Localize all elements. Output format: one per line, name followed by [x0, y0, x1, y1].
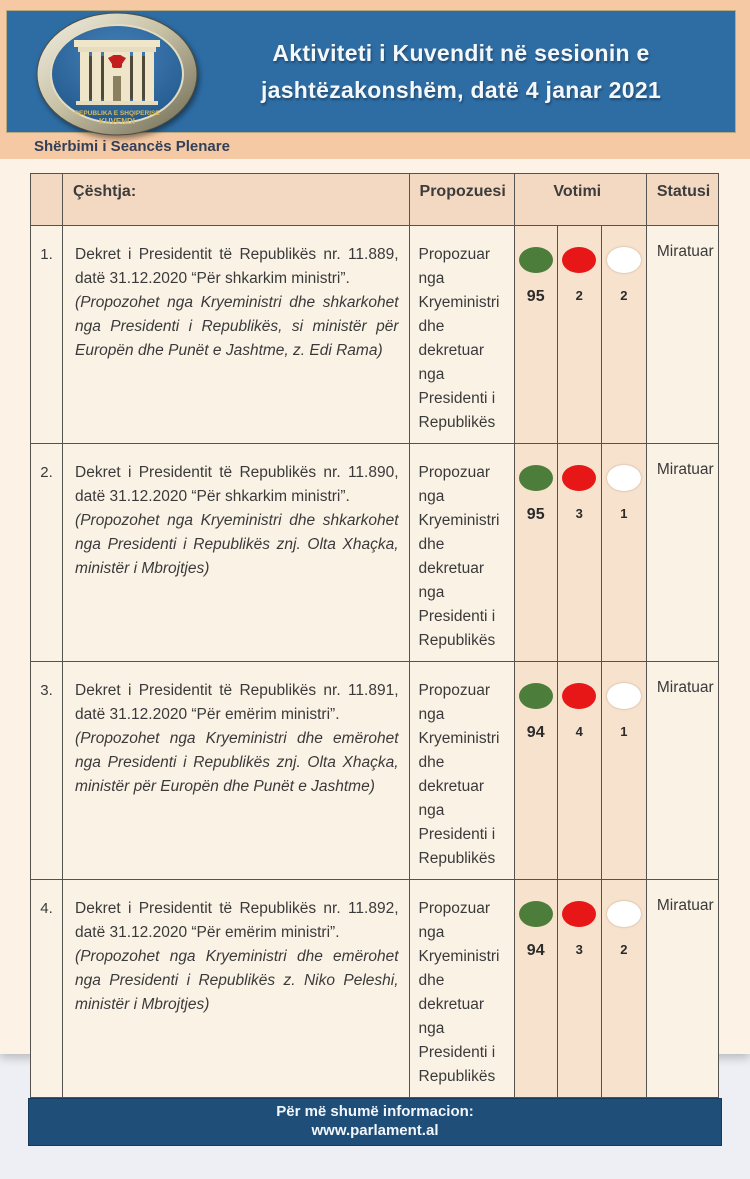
vote-against-cell: [557, 662, 601, 880]
vote-pro-dot-icon: [519, 901, 553, 927]
vote-pro-dot-icon: [519, 465, 553, 491]
agenda-table-container: [0, 159, 750, 1098]
vote-abstain-cell: [601, 226, 646, 444]
parliament-emblem-icon: [36, 12, 198, 136]
vote-pro-cell: [514, 662, 557, 880]
issue-cell: [63, 662, 410, 880]
proposer-cell: Propozuar nga Kryeministri dhe dekretuar nga Presidenti i Republikës: [409, 662, 514, 880]
col-header-number: [31, 174, 63, 226]
vote-against-cell: [557, 444, 601, 662]
proposer-cell: Propozuar nga Kryeministri dhe dekretuar nga Presidenti i Republikës: [409, 880, 514, 1098]
parliament-building-icon: [74, 40, 160, 105]
vote-pro-count: 94: [526, 724, 545, 741]
vote-against-dot-icon: [562, 901, 596, 927]
row-number: 1.: [31, 226, 63, 444]
vote-against-dot-icon: [562, 247, 596, 273]
col-header-proposer: Propozuesi: [409, 174, 514, 226]
vote-abstain-count: 1: [620, 724, 628, 739]
vote-abstain-cell: [601, 880, 646, 1098]
vote-abstain-dot-icon: [607, 683, 641, 709]
vote-abstain-dot-icon: [607, 247, 641, 273]
issue-main-text: Dekret i Presidentit të Republikës nr. 11.890, datë 31.12.2020 “Për shkarkim ministri”.: [75, 464, 399, 505]
vote-pro-count: 94: [526, 942, 545, 959]
issue-main-text: Dekret i Presidentit të Republikës nr. 11.892, datë 31.12.2020 “Për emërim ministri”.: [75, 900, 399, 941]
issue-note-text: (Propozohet nga Kryeministri dhe emërohet nga Presidenti i Republikës znj. Olta Xhaçka, ministër për Europën dhe Punët e Jashtme): [75, 730, 399, 795]
vote-against-count: 3: [575, 506, 583, 521]
issue-cell: [63, 226, 410, 444]
status-cell: Miratuar: [646, 880, 718, 1098]
vote-abstain-cell: [601, 444, 646, 662]
vote-against-count: 2: [575, 288, 583, 303]
vote-abstain-dot-icon: [607, 901, 641, 927]
col-header-issue: Çështja:: [63, 174, 410, 226]
vote-against-count: 3: [575, 942, 583, 957]
vote-pro-count: 95: [526, 506, 545, 523]
row-number: 2.: [31, 444, 63, 662]
row-number: 4.: [31, 880, 63, 1098]
vote-against-dot-icon: [562, 465, 596, 491]
vote-against-dot-icon: [562, 683, 596, 709]
col-header-voting: Votimi: [514, 174, 646, 226]
vote-against-count: 4: [575, 724, 583, 739]
logo-institution-text: KUVENDI: [98, 117, 136, 126]
table-header-row: [31, 174, 719, 226]
vote-pro-cell: [514, 444, 557, 662]
status-cell: Miratuar: [646, 226, 718, 444]
agenda-table: [30, 173, 719, 1098]
issue-note-text: (Propozohet nga Kryeministri dhe emërohet nga Presidenti i Republikës z. Niko Peleshi, ministër i Mbrojtjes): [75, 948, 399, 1013]
vote-abstain-cell: [601, 662, 646, 880]
issue-cell: [63, 880, 410, 1098]
subheader-label: Shërbimi i Seancës Plenare: [34, 137, 230, 155]
page-title-line2: jashtëzakonshëm, datë 4 janar 2021: [260, 76, 662, 103]
vote-abstain-count: 2: [620, 942, 628, 957]
issue-main-text: Dekret i Presidentit të Republikës nr. 11.891, datë 31.12.2020 “Për emërim ministri”.: [75, 682, 399, 723]
vote-pro-dot-icon: [519, 683, 553, 709]
status-cell: Miratuar: [646, 662, 718, 880]
issue-main-text: Dekret i Presidentit të Republikës nr. 11.889, datë 31.12.2020 “Për shkarkim ministri”.: [75, 246, 399, 287]
issue-note-text: (Propozohet nga Kryeministri dhe shkarkohet nga Presidenti i Republikës, si ministër për Europën dhe Punët e Jashtme, z. Edi Rama): [75, 294, 399, 359]
vote-abstain-count: 1: [620, 506, 628, 521]
footer-website-link[interactable]: www.parlament.al: [311, 1122, 439, 1139]
table-row: [31, 880, 719, 1098]
footer-band: [28, 1098, 722, 1146]
proposer-cell: Propozuar nga Kryeministri dhe dekretuar nga Presidenti i Republikës: [409, 226, 514, 444]
vote-abstain-count: 2: [620, 288, 628, 303]
vote-pro-dot-icon: [519, 247, 553, 273]
vote-against-cell: [557, 226, 601, 444]
issue-note-text: (Propozohet nga Kryeministri dhe shkarkohet nga Presidenti i Republikës znj. Olta Xhaçka, ministër i Mbrojtjes): [75, 512, 399, 577]
status-cell: Miratuar: [646, 444, 718, 662]
page-title-line1: Aktiviteti i Kuvendit në sesionin e: [272, 39, 650, 66]
table-row: [31, 444, 719, 662]
vote-abstain-dot-icon: [607, 465, 641, 491]
footer-info-label: Për më shumë informacion:: [276, 1103, 474, 1120]
vote-against-cell: [557, 880, 601, 1098]
table-row: [31, 662, 719, 880]
logo-country-text: REPUBLIKA E SHQIPERISE: [74, 110, 160, 117]
vote-pro-count: 95: [526, 288, 545, 305]
vote-pro-cell: [514, 880, 557, 1098]
col-header-status: Statusi: [646, 174, 718, 226]
proposer-cell: Propozuar nga Kryeministri dhe dekretuar nga Presidenti i Republikës: [409, 444, 514, 662]
row-number: 3.: [31, 662, 63, 880]
parliament-logo: [36, 12, 198, 136]
issue-cell: [63, 444, 410, 662]
vote-pro-cell: [514, 226, 557, 444]
table-row: [31, 226, 719, 444]
